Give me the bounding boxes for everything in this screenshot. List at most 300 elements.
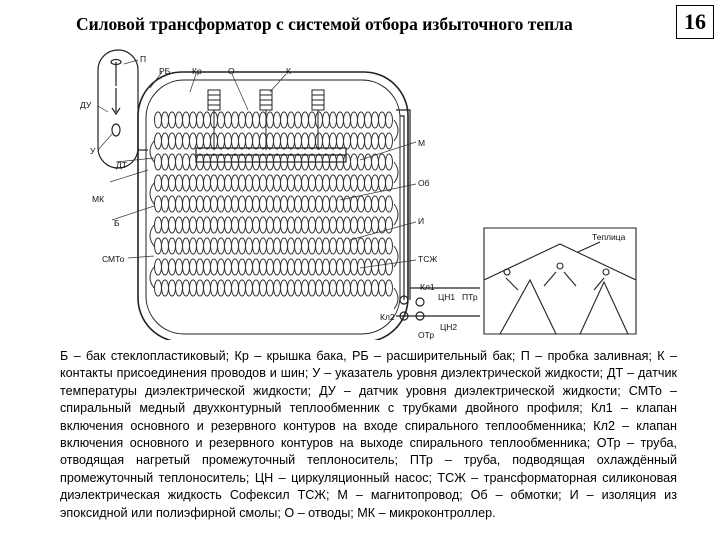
coil-turn <box>316 112 323 128</box>
coil-turn <box>330 112 337 128</box>
coil-turn <box>330 133 337 149</box>
coil-turn <box>358 196 365 212</box>
coil-turn <box>225 238 232 254</box>
coil-turn <box>281 175 288 191</box>
coil-turn <box>309 238 316 254</box>
coil-turn <box>295 259 302 275</box>
coil-turn <box>281 196 288 212</box>
coil-turn <box>176 280 183 296</box>
coil-turn <box>225 133 232 149</box>
coil-turn <box>246 133 253 149</box>
coil-turn <box>337 133 344 149</box>
coil-turn <box>239 133 246 149</box>
coil-bend <box>150 141 154 162</box>
coil-turn <box>190 259 197 275</box>
coil-turn <box>365 196 372 212</box>
coil-turn <box>372 196 379 212</box>
coil-turn <box>274 280 281 296</box>
coil-turn <box>239 217 246 233</box>
label-greenhouse: Теплица <box>592 232 626 242</box>
coil-turn <box>155 154 162 170</box>
coil-turn <box>211 196 218 212</box>
coil-turn <box>316 133 323 149</box>
coil-turn <box>197 280 204 296</box>
coil-turn <box>316 280 323 296</box>
coil-turn <box>204 133 211 149</box>
coil-turn <box>302 280 309 296</box>
coil-turn <box>218 112 225 128</box>
coil-turn <box>246 217 253 233</box>
label-kl1: Кл1 <box>420 282 435 292</box>
coil-turn <box>253 112 260 128</box>
label-ob: Об <box>418 178 430 188</box>
coil-turn <box>323 112 330 128</box>
coil-turn <box>239 196 246 212</box>
label-p: П <box>140 54 147 64</box>
greenhouse <box>484 228 636 334</box>
coil-bend <box>394 120 398 141</box>
coil-turn <box>323 175 330 191</box>
coil-turn <box>190 238 197 254</box>
coil-bend <box>150 225 154 246</box>
coil-turn <box>372 112 379 128</box>
coil-turn <box>183 259 190 275</box>
coil-turn <box>344 259 351 275</box>
coil-turn <box>344 280 351 296</box>
coil-turn <box>232 217 239 233</box>
label-m: М <box>418 138 426 148</box>
coil-turn <box>379 280 386 296</box>
coil-turn <box>309 196 316 212</box>
coil-turn <box>183 133 190 149</box>
coil-turn <box>267 259 274 275</box>
coil-turn <box>162 217 169 233</box>
coil-turn <box>197 112 204 128</box>
label-tsn2: ЦН2 <box>440 322 458 332</box>
coil-turn <box>155 259 162 275</box>
coil-turn <box>246 196 253 212</box>
coil-turn <box>358 238 365 254</box>
coil-bend <box>394 246 398 267</box>
label-otr: ОТр <box>418 330 435 340</box>
coil-turn <box>162 280 169 296</box>
coil-turn <box>309 259 316 275</box>
coil-turn <box>239 112 246 128</box>
coil-turn <box>190 280 197 296</box>
coil-turn <box>295 238 302 254</box>
coil-turn <box>379 133 386 149</box>
coil-turn <box>330 217 337 233</box>
coil-turn <box>316 175 323 191</box>
coil-turn <box>225 196 232 212</box>
coil-turn <box>218 259 225 275</box>
label-smto: СМТо <box>102 254 125 264</box>
coil-turn <box>204 217 211 233</box>
coil-turn <box>323 217 330 233</box>
coil-turn <box>358 112 365 128</box>
coil-turn <box>372 133 379 149</box>
coil-turn <box>386 259 393 275</box>
lid-bushings <box>208 90 324 150</box>
coil-turn <box>267 280 274 296</box>
coil-turn <box>386 217 393 233</box>
coil-turn <box>176 175 183 191</box>
coil-turn <box>253 280 260 296</box>
coil-turn <box>176 196 183 212</box>
coil-turn <box>183 217 190 233</box>
coil-turn <box>372 175 379 191</box>
coil-turn <box>323 133 330 149</box>
coil-turn <box>211 280 218 296</box>
coil-turn <box>260 196 267 212</box>
coil-turn <box>274 259 281 275</box>
coil-turn <box>162 196 169 212</box>
coil-turn <box>204 175 211 191</box>
coil-turn <box>225 217 232 233</box>
coil-turn <box>253 238 260 254</box>
coil-turn <box>260 238 267 254</box>
coil-turn <box>260 133 267 149</box>
coil-turn <box>358 133 365 149</box>
transformer-diagram <box>0 40 720 340</box>
coil-turn <box>302 259 309 275</box>
coil-turn <box>281 217 288 233</box>
coil-turn <box>337 196 344 212</box>
label-ptr: ПТр <box>462 292 478 302</box>
coil-turn <box>246 238 253 254</box>
coil-turn <box>232 196 239 212</box>
slide-number: 16 <box>676 5 714 39</box>
coil-turn <box>351 217 358 233</box>
coil-turn <box>344 175 351 191</box>
coil-turn <box>246 280 253 296</box>
coil-turn <box>344 133 351 149</box>
coil-turn <box>204 280 211 296</box>
coil-turn <box>365 175 372 191</box>
label-k: К <box>286 66 291 76</box>
coil-turn <box>218 280 225 296</box>
coil-turn <box>344 112 351 128</box>
coil-turn <box>197 196 204 212</box>
coil-turn <box>162 175 169 191</box>
coil-turn <box>386 112 393 128</box>
coil-turn <box>183 175 190 191</box>
coil-bend <box>394 162 398 183</box>
coil-bend <box>150 267 154 288</box>
coil-turn <box>260 217 267 233</box>
coil-turn <box>302 238 309 254</box>
coil-turn <box>379 259 386 275</box>
coil-turn <box>323 238 330 254</box>
coil-turn <box>281 238 288 254</box>
coil-turn <box>302 217 309 233</box>
label-b: Б <box>114 218 120 228</box>
coil-turn <box>281 133 288 149</box>
coil-turn <box>316 259 323 275</box>
coil-turn <box>295 217 302 233</box>
coil-turn <box>358 217 365 233</box>
coil-turn <box>267 112 274 128</box>
coil-turn <box>267 238 274 254</box>
coil-turn <box>309 133 316 149</box>
coil-turn <box>190 133 197 149</box>
coil-turn <box>253 133 260 149</box>
coil-turn <box>351 175 358 191</box>
coil-turn <box>267 196 274 212</box>
coil-turn <box>267 133 274 149</box>
coil-turn <box>316 196 323 212</box>
heat-exchanger-coils <box>150 112 398 309</box>
coil-turn <box>288 112 295 128</box>
coil-turn <box>274 175 281 191</box>
coil-turn <box>337 280 344 296</box>
coil-turn <box>365 112 372 128</box>
coil-turn <box>365 133 372 149</box>
label-i: И <box>418 216 425 226</box>
coil-turn <box>351 154 358 170</box>
coil-turn <box>253 259 260 275</box>
coil-turn <box>330 196 337 212</box>
coil-turn <box>358 154 365 170</box>
coil-turn <box>379 154 386 170</box>
coil-turn <box>183 238 190 254</box>
coil-turn <box>386 154 393 170</box>
coil-turn <box>190 112 197 128</box>
coil-turn <box>316 238 323 254</box>
coil-turn <box>351 259 358 275</box>
label-o: О <box>228 66 235 76</box>
coil-turn <box>302 196 309 212</box>
label-tszh: ТСЖ <box>418 254 438 264</box>
label-du: ДУ <box>80 100 92 110</box>
coil-turn <box>155 238 162 254</box>
coil-turn <box>246 175 253 191</box>
coil-turn <box>211 175 218 191</box>
coil-turn <box>253 175 260 191</box>
coil-turn <box>169 280 176 296</box>
coil-turn <box>330 280 337 296</box>
coil-turn <box>169 112 176 128</box>
label-u: У <box>90 146 96 156</box>
coil-turn <box>295 112 302 128</box>
coil-turn <box>372 217 379 233</box>
coil-turn <box>190 175 197 191</box>
coil-turn <box>169 175 176 191</box>
coil-turn <box>232 175 239 191</box>
coil-turn <box>309 112 316 128</box>
coil-turn <box>323 196 330 212</box>
coil-turn <box>155 217 162 233</box>
coil-turn <box>176 238 183 254</box>
coil-turn <box>274 217 281 233</box>
coil-turn <box>379 175 386 191</box>
coil-turn <box>183 112 190 128</box>
coil-turn <box>330 175 337 191</box>
coil-turn <box>309 217 316 233</box>
coil-turn <box>183 154 190 170</box>
coil-turn <box>232 259 239 275</box>
coil-turn <box>288 133 295 149</box>
coil-turn <box>372 154 379 170</box>
coil-bend <box>394 204 398 225</box>
coil-turn <box>169 217 176 233</box>
coil-turn <box>288 196 295 212</box>
coil-turn <box>169 238 176 254</box>
coil-turn <box>302 133 309 149</box>
coil-turn <box>155 280 162 296</box>
coil-turn <box>218 196 225 212</box>
coil-turn <box>197 175 204 191</box>
coil-turn <box>323 280 330 296</box>
magnetic-core <box>196 148 346 162</box>
coil-turn <box>302 175 309 191</box>
coil-turn <box>351 133 358 149</box>
legend-text: Б – бак стеклопластиковый; Кр – крышка бака, РБ – расширительный бак; П – пробка заливная; К – контакты присоединения проводов и шин; У – указатель уровня диэлектрической жидкости; ДТ – датчик температуры диэлектрической жидкости; ДУ – датчик уровня диэлектрической жидкости; СМТо – спиральный медный двухконтурный теплообменник с трубками двойного профиля; Кл1 – клапан включения основного и резервного контуров на входе спирального теплообменника; Кл2 – клапан включения основного и резервного контуров на выходе спирального теплообменника; ОТр – труба, отводящая нагретый промежуточный теплоноситель; ПТр – труба, подводящая охлаждённый промежуточный теплоноситель; ЦН – циркуляционный насос; ТСЖ – трансформаторная силиконовая диэлектрическая жидкость Софексил ТСЖ; М – магнитопровод; Об – обмотки; И – изоляция из эпоксидной или полиэфирной смолы; О – отводы; МК – микроконтроллер. <box>60 349 677 520</box>
coil-turn <box>358 280 365 296</box>
coil-turn <box>267 175 274 191</box>
coil-turn <box>225 112 232 128</box>
coil-turn <box>372 238 379 254</box>
coil-turn <box>211 217 218 233</box>
slide-title: Силовой трансформатор с системой отбора избыточного тепла <box>76 14 573 34</box>
coil-turn <box>260 175 267 191</box>
label-rb: РБ <box>159 66 171 76</box>
coil-turn <box>218 175 225 191</box>
coil-turn <box>155 175 162 191</box>
coil-turn <box>211 259 218 275</box>
coil-turn <box>197 217 204 233</box>
coil-turn <box>239 280 246 296</box>
coil-turn <box>323 259 330 275</box>
coil-turn <box>176 133 183 149</box>
coil-turn <box>379 238 386 254</box>
coil-bend <box>394 288 398 309</box>
coil-turn <box>365 217 372 233</box>
coil-turn <box>274 112 281 128</box>
coil-turn <box>379 196 386 212</box>
coil-turn <box>204 196 211 212</box>
coil-turn <box>155 112 162 128</box>
coil-turn <box>260 259 267 275</box>
coil-turn <box>372 280 379 296</box>
coil-turn <box>246 112 253 128</box>
coil-turn <box>337 112 344 128</box>
coil-turn <box>309 175 316 191</box>
coil-turn <box>295 175 302 191</box>
coil-turn <box>169 154 176 170</box>
coil-turn <box>330 259 337 275</box>
label-dt: ДТ <box>116 160 127 170</box>
coil-turn <box>337 217 344 233</box>
coil-turn <box>337 259 344 275</box>
coil-turn <box>344 238 351 254</box>
coil-turn <box>267 217 274 233</box>
coil-turn <box>288 280 295 296</box>
coil-turn <box>190 196 197 212</box>
coil-turn <box>288 259 295 275</box>
coil-turn <box>358 259 365 275</box>
coil-turn <box>351 280 358 296</box>
coil-turn <box>225 259 232 275</box>
label-mk: МК <box>92 194 105 204</box>
coil-turn <box>302 112 309 128</box>
coil-turn <box>218 238 225 254</box>
coil-turn <box>176 259 183 275</box>
coil-turn <box>281 259 288 275</box>
coil-turn <box>365 238 372 254</box>
coil-turn <box>162 154 169 170</box>
coil-turn <box>190 217 197 233</box>
coil-turn <box>162 259 169 275</box>
coil-turn <box>246 259 253 275</box>
coil-turn <box>386 238 393 254</box>
coil-turn <box>337 238 344 254</box>
label-tsn1: ЦН1 <box>438 292 456 302</box>
coil-turn <box>232 238 239 254</box>
coil-turn <box>288 238 295 254</box>
coil-turn <box>232 280 239 296</box>
coil-turn <box>169 133 176 149</box>
coil-turn <box>211 238 218 254</box>
coil-turn <box>225 175 232 191</box>
coil-turn <box>176 217 183 233</box>
label-kl2: Кл2 <box>380 312 395 322</box>
coil-turn <box>386 280 393 296</box>
coil-turn <box>162 112 169 128</box>
coil-turn <box>351 238 358 254</box>
coil-turn <box>204 112 211 128</box>
coil-turn <box>295 196 302 212</box>
coil-turn <box>162 238 169 254</box>
coil-turn <box>183 280 190 296</box>
coil-turn <box>295 133 302 149</box>
coil-turn <box>379 112 386 128</box>
coil-turn <box>197 133 204 149</box>
coil-turn <box>365 280 372 296</box>
coil-turn <box>351 112 358 128</box>
coil-turn <box>253 217 260 233</box>
coil-turn <box>309 280 316 296</box>
coil-turn <box>176 154 183 170</box>
coil-turn <box>239 238 246 254</box>
coil-turn <box>358 175 365 191</box>
coil-turn <box>197 259 204 275</box>
coil-turn <box>274 238 281 254</box>
coil-turn <box>288 175 295 191</box>
coil-turn <box>218 217 225 233</box>
coil-turn <box>218 133 225 149</box>
coil-turn <box>197 238 204 254</box>
coil-turn <box>260 112 267 128</box>
coil-bend <box>150 183 154 204</box>
coil-turn <box>239 259 246 275</box>
coil-turn <box>155 133 162 149</box>
coil-turn <box>386 133 393 149</box>
coil-turn <box>337 175 344 191</box>
coil-turn <box>260 280 267 296</box>
coil-turn <box>162 133 169 149</box>
coil-turn <box>274 196 281 212</box>
coil-turn <box>386 175 393 191</box>
coil-turn <box>204 259 211 275</box>
coil-turn <box>253 196 260 212</box>
coil-turn <box>176 112 183 128</box>
expansion-tank <box>98 50 148 168</box>
coil-turn <box>281 112 288 128</box>
coil-turn <box>225 280 232 296</box>
coil-turn <box>351 196 358 212</box>
coil-turn <box>204 238 211 254</box>
